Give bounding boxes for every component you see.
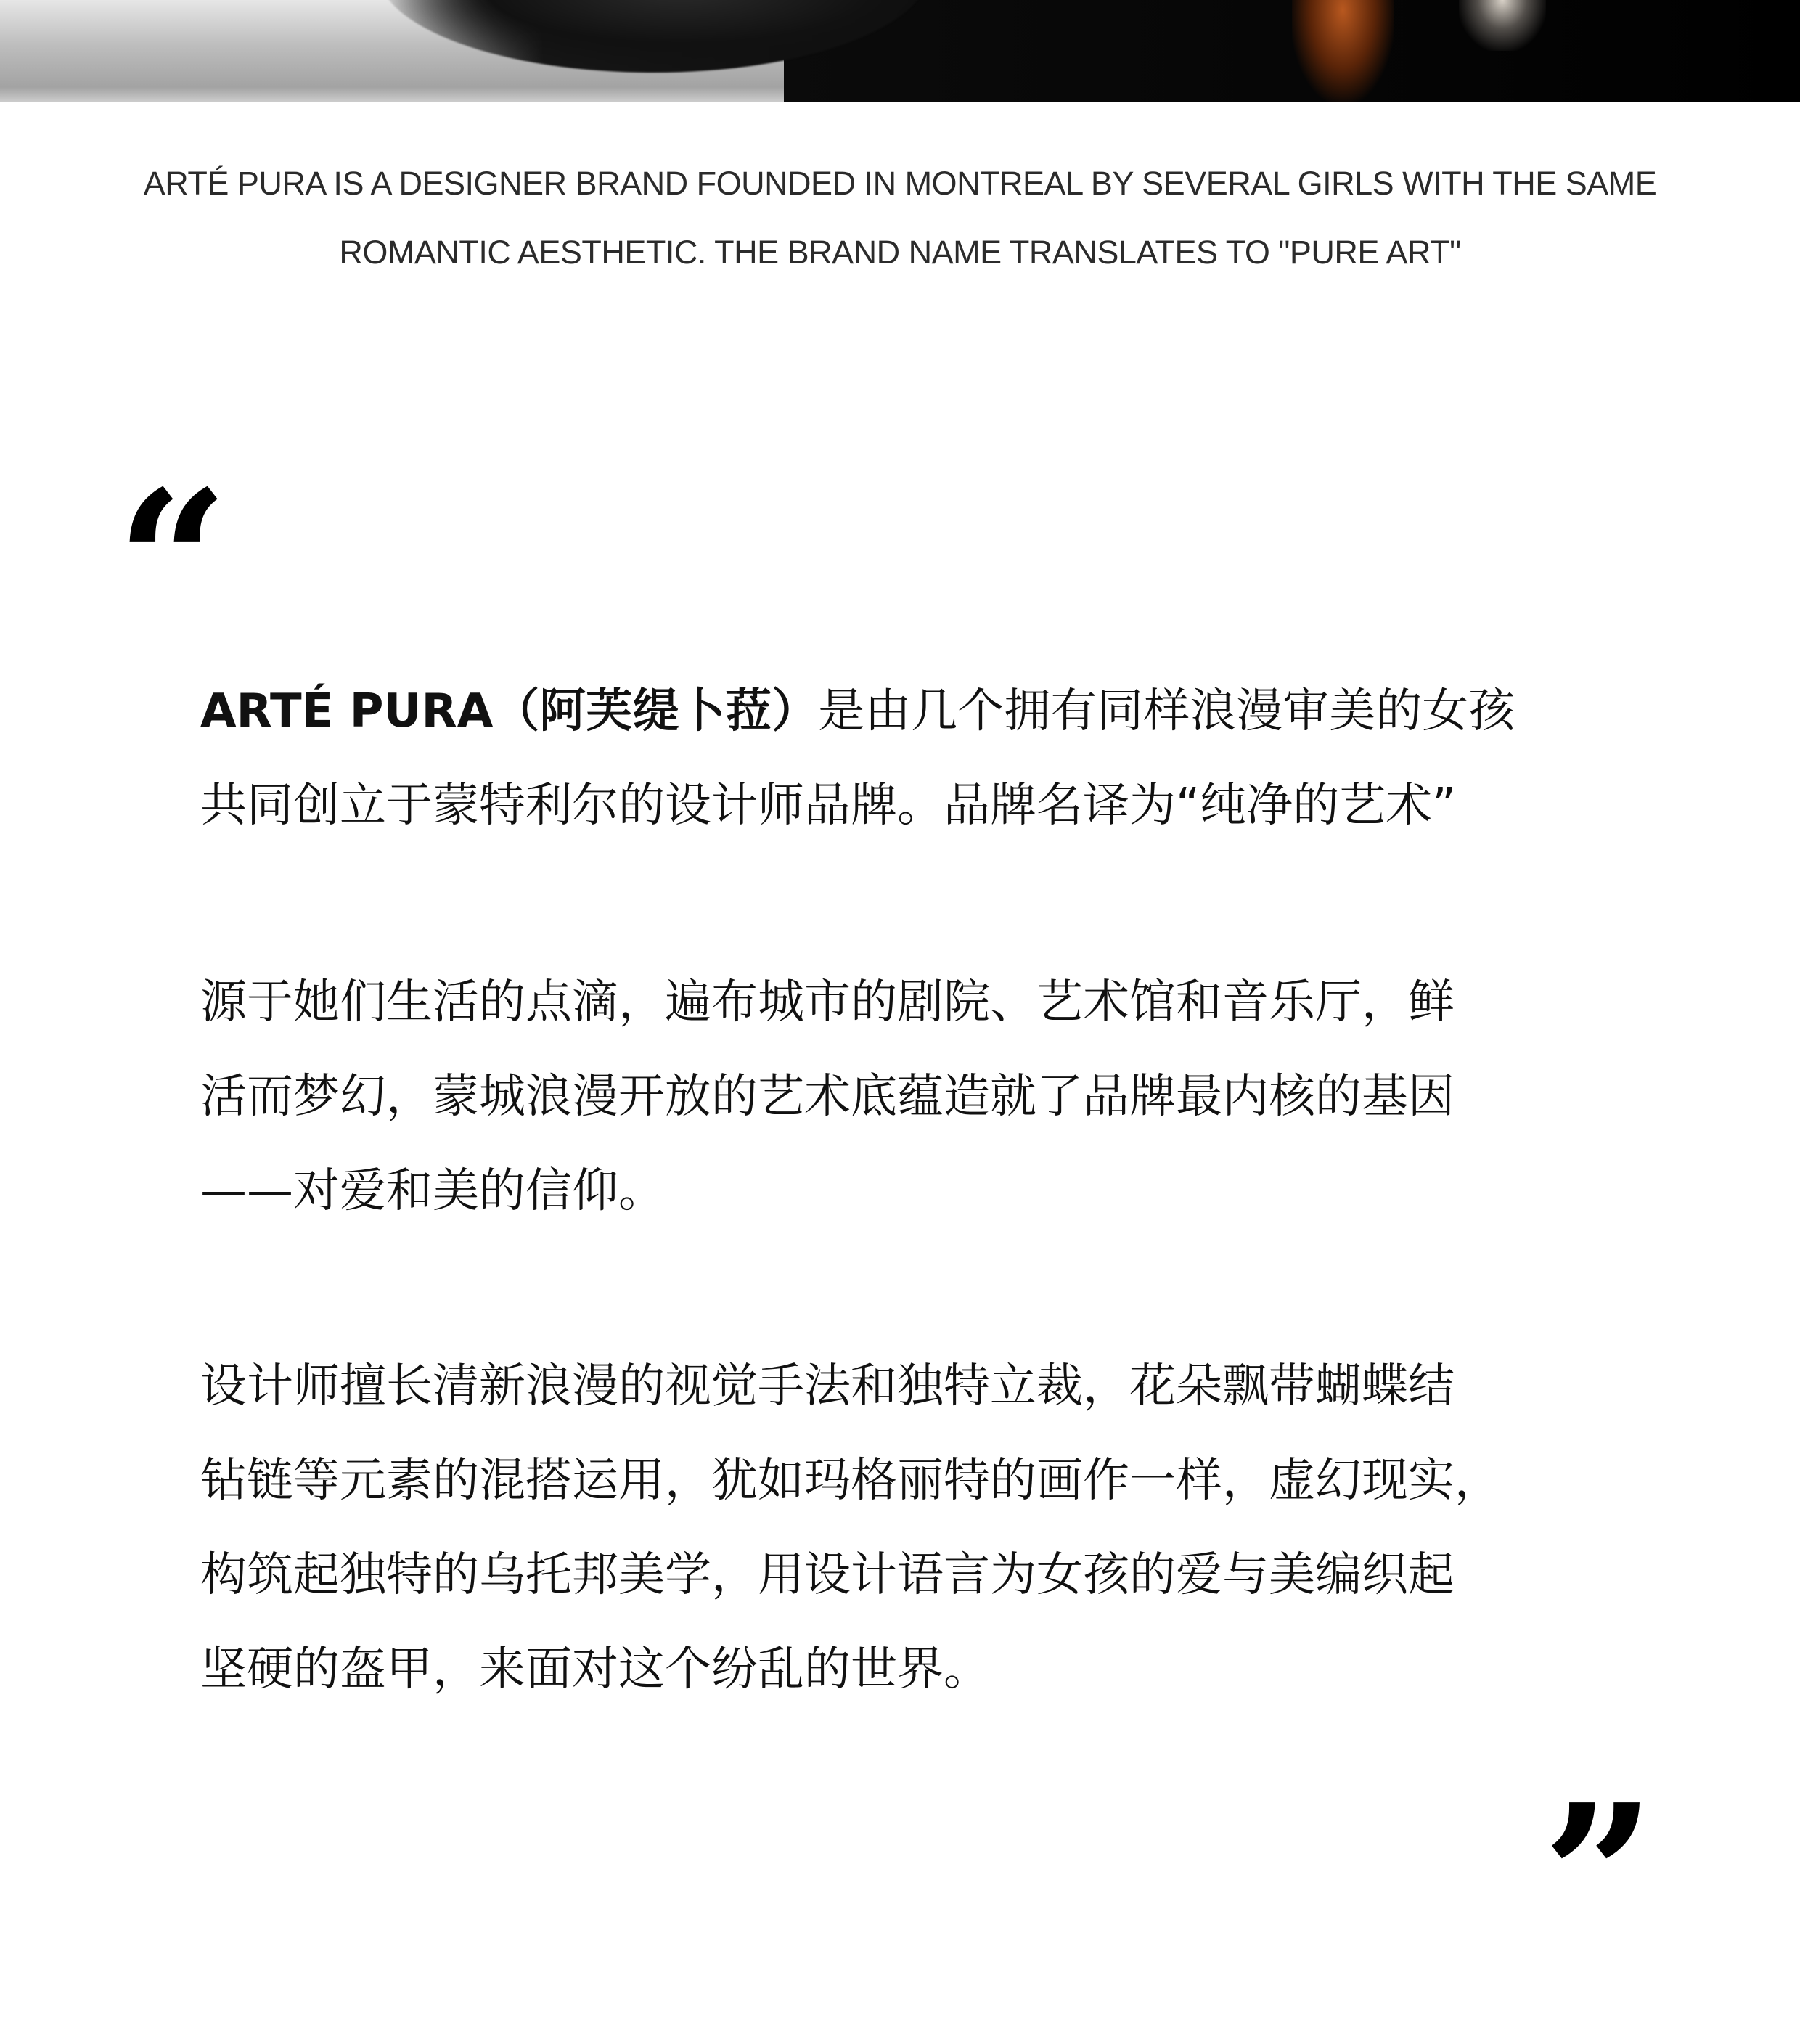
- paragraph-line: ——对爱和美的信仰。: [200, 1164, 665, 1218]
- paragraph-origin: [200, 955, 1623, 1238]
- paragraph-text: 是由几个拥有同样浪漫审美的女孩: [818, 684, 1515, 738]
- hero-banner-image: [0, 0, 1800, 102]
- paragraph-line: 共同创立于蒙特利尔的设计师品牌。品牌名译为“纯净的艺术”: [200, 779, 1457, 833]
- paragraph-line: 源于她们生活的点滴，遍布城市的剧院、艺术馆和音乐厅，鲜: [200, 976, 1455, 1029]
- open-quote-icon: “: [116, 447, 229, 678]
- paragraph-design: [200, 1339, 1623, 1717]
- close-quote-icon: ”: [1542, 1761, 1656, 1992]
- paragraph-line: 设计师擅长清新浪漫的视觉手法和独特立裁，花朵飘带蝴蝶结: [200, 1360, 1455, 1413]
- paragraph-brand-intro: [200, 664, 1623, 853]
- hero-warm-accent: [1292, 0, 1394, 102]
- paragraph-line: 坚硬的盔甲，来面对这个纷乱的世界。: [200, 1643, 990, 1696]
- brand-name: ARTÉ PURA（阿芙缇卜菈）: [200, 684, 819, 738]
- english-tagline: [73, 149, 1727, 287]
- hero-light-accent: [1459, 0, 1546, 51]
- paragraph-line: 构筑起独特的乌托邦美学，用设计语言为女孩的爱与美编织起: [200, 1548, 1455, 1602]
- tagline-line-1: ARTÉ PURA IS A DESIGNER BRAND FOUNDED IN MONTREAL BY SEVERAL GIRLS WITH THE SAME: [143, 165, 1657, 202]
- paragraph-line: 钻链等元素的混搭运用，犹如玛格丽特的画作一样，虚幻现实，: [200, 1454, 1501, 1508]
- tagline-line-2: ROMANTIC AESTHETIC. THE BRAND NAME TRANSLATES TO "PURE ART": [339, 234, 1461, 271]
- hero-fade: [0, 87, 784, 102]
- paragraph-line: 活而梦幻，蒙城浪漫开放的艺术底蕴造就了品牌最内核的基因: [200, 1070, 1455, 1124]
- paragraph-line: [200, 664, 1623, 759]
